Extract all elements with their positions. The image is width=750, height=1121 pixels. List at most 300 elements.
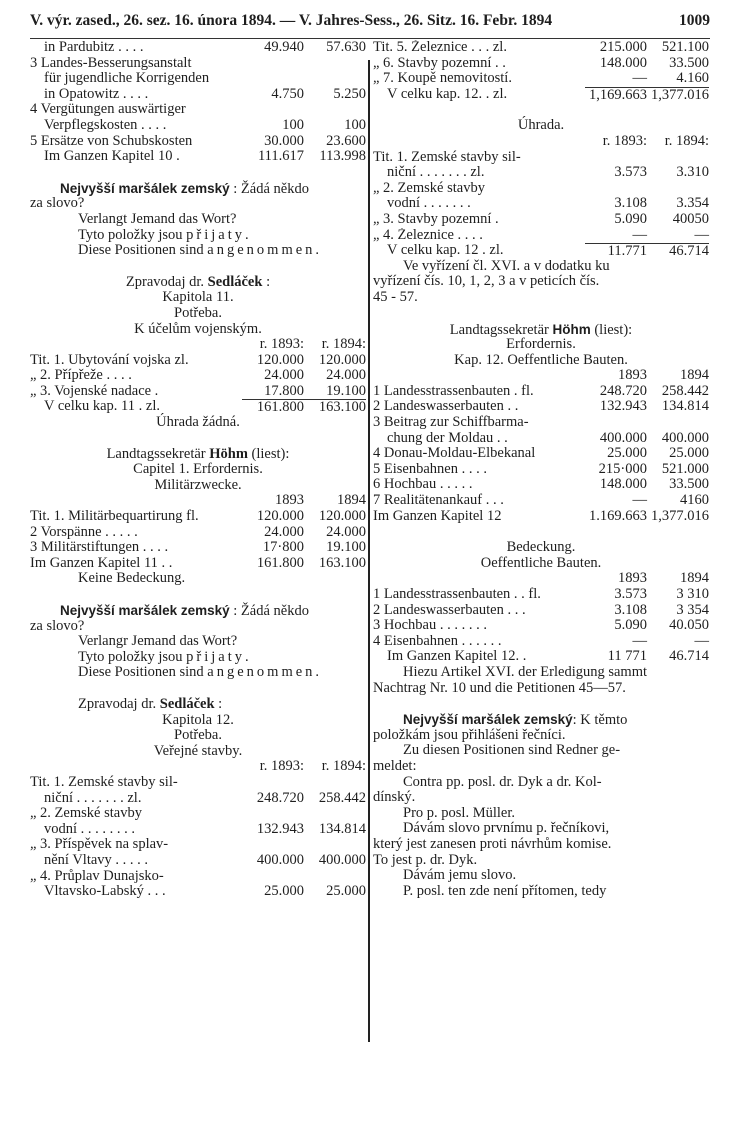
value-1893: 30.000	[264, 132, 304, 149]
table-row	[373, 446, 709, 462]
value-1894: 400.000	[661, 429, 709, 446]
heading-line	[30, 744, 366, 760]
value-1894: 521.100	[661, 39, 709, 55]
value-1894: 46.714	[669, 648, 709, 665]
value-1894: 1894	[680, 367, 709, 384]
heading-line	[30, 462, 366, 478]
text-span: .	[245, 226, 249, 243]
text-line	[30, 571, 366, 587]
speaker-name: Sedláček	[207, 273, 263, 290]
table-row	[373, 431, 709, 447]
value-1894: 120.000	[318, 351, 366, 368]
table-row	[30, 525, 366, 541]
text-span: Potřeba.	[174, 727, 222, 744]
table-row	[373, 150, 709, 166]
text-span: za slovo?	[30, 617, 85, 634]
spacer	[30, 165, 366, 181]
value-1894: 163.100	[304, 399, 366, 415]
table-row	[373, 368, 709, 384]
text-span: meldet:	[373, 757, 417, 774]
table-row	[30, 102, 366, 118]
text-span: 45 - 57.	[373, 288, 418, 305]
text-span: Kapitola 12.	[162, 711, 234, 728]
table-row	[30, 837, 366, 853]
value-1893: —	[632, 492, 647, 509]
value-1893	[585, 150, 647, 166]
value-1893: r. 1893:	[259, 758, 304, 775]
row-label	[30, 337, 242, 353]
text-span: Kap. 12. Oeffentliche Bauten.	[454, 351, 628, 368]
table-row	[30, 368, 366, 384]
table-row	[30, 71, 366, 87]
heading-line	[373, 118, 709, 134]
text-span: Erfordernis.	[506, 336, 576, 353]
row-label: „ 4. Průplav Dunajsko-	[30, 868, 164, 884]
text-span: vyřízení čís. 10, 1, 2, 3 a v peticích čís.	[373, 273, 600, 290]
text-line	[373, 806, 709, 822]
value-1894	[304, 56, 366, 72]
text-line	[373, 868, 709, 884]
heading-line	[30, 322, 366, 338]
value-1893: r. 1893:	[602, 132, 647, 149]
value-1894: 3 310	[676, 586, 709, 602]
table-row	[373, 634, 709, 650]
speaker-name: Nejvyšší maršálek zemský	[403, 712, 573, 728]
text-span: Tyto položky jsou	[78, 226, 187, 243]
value-1893: 111.617	[257, 148, 304, 165]
table-row	[373, 509, 709, 525]
value-1893: 215.000	[599, 39, 647, 55]
text-span: P. posl. ten zde není přítomen, tedy	[403, 882, 607, 899]
value-1894: r. 1894:	[321, 758, 366, 775]
text-span: Ve vyřízení čl. XVI. a v dodatku ku	[403, 257, 610, 274]
emphasis-text: angenommen	[207, 664, 316, 681]
value-1893: 25.000	[264, 883, 304, 900]
spacer	[30, 259, 366, 275]
value-1894: 4160	[680, 492, 709, 509]
emphasis-text: angenommen	[207, 242, 316, 259]
value-1893: 400.000	[599, 429, 647, 446]
value-1893: 24.000	[264, 523, 304, 540]
value-1893: 25.000	[607, 445, 647, 462]
text-line	[373, 821, 709, 837]
text-span: za slovo?	[30, 195, 85, 212]
text-span: Diese Positionen sind	[78, 242, 208, 259]
value-1893: 161.800	[242, 399, 304, 415]
row-label: „ 2. Zemské stavby	[30, 806, 142, 822]
text-span: (liest):	[590, 321, 633, 338]
text-line	[373, 712, 709, 728]
row-label: 4 Eisenbahnen . . . . . .	[373, 633, 502, 649]
value-1894: 19.100	[326, 382, 366, 399]
text-span: Veřejné stavby.	[153, 742, 243, 759]
text-span: Capitel 1. Erfordernis.	[133, 461, 263, 478]
text-span: :	[214, 695, 223, 712]
value-1893: 215·000	[598, 460, 647, 477]
row-label: 2 Landeswasserbauten . .	[373, 399, 519, 415]
text-span: Landtagssekretär	[106, 445, 210, 462]
value-1893: 11 771	[607, 648, 647, 665]
text-line	[373, 759, 709, 775]
value-1894	[647, 150, 709, 166]
value-1894: 113.998	[319, 148, 366, 165]
value-1894	[304, 869, 366, 885]
value-1893: 24.000	[264, 367, 304, 384]
table-row	[30, 759, 366, 775]
value-1894: r. 1894:	[321, 336, 366, 353]
row-label: Im Ganzen Kapitel 11 . .	[30, 555, 173, 571]
text-line	[30, 603, 366, 619]
row-label: Vltavsko-Labský . . .	[44, 884, 166, 900]
spacer	[30, 431, 366, 447]
speaker-name: Höhm	[552, 321, 591, 337]
value-1894	[647, 415, 709, 431]
value-1893: 161.800	[256, 554, 304, 571]
table-row	[373, 40, 709, 56]
value-1894: 1,377.016	[647, 87, 709, 103]
value-1893	[242, 837, 304, 853]
value-1894: 25.000	[326, 883, 366, 900]
text-line	[373, 837, 709, 853]
value-1893	[242, 56, 304, 72]
value-1893: 148.000	[599, 54, 647, 71]
row-label: Im Ganzen Kapitel 10 .	[44, 149, 180, 165]
text-span: To jest p. dr. Dyk.	[373, 851, 478, 868]
value-1893: 49.940	[264, 39, 304, 55]
value-1894: —	[694, 226, 709, 243]
table-row	[373, 493, 709, 509]
value-1894: 57.630	[326, 39, 366, 55]
value-1894: 24.000	[326, 523, 366, 540]
value-1894	[304, 775, 366, 791]
row-label	[30, 493, 242, 509]
table-row	[30, 337, 366, 353]
table-row	[373, 618, 709, 634]
table-row	[373, 384, 709, 400]
value-1893	[585, 181, 647, 197]
row-label: Im Ganzen Kapitel 12	[373, 508, 502, 524]
table-row	[373, 477, 709, 493]
value-1893: 3.573	[614, 164, 647, 181]
page-number: 1009	[679, 12, 710, 29]
table-row	[373, 228, 709, 244]
text-span: (liest):	[247, 445, 290, 462]
value-1893: 132.943	[599, 398, 647, 415]
text-span: : Žádá někdo	[229, 603, 309, 619]
text-span: Diese Positionen sind	[78, 664, 208, 681]
table-total-row	[30, 399, 366, 415]
row-label: vodní . . . . . . . .	[44, 821, 136, 837]
value-1894	[304, 806, 366, 822]
value-1893: r. 1893:	[259, 336, 304, 353]
row-label: niční . . . . . . . zl.	[44, 790, 142, 806]
row-label: V celku kap. 12 . zl.	[387, 243, 504, 259]
value-1894: 3.354	[676, 195, 709, 212]
value-1893: 400.000	[256, 851, 304, 868]
text-span: Úhrada žádná.	[156, 414, 240, 431]
table-row	[30, 118, 366, 134]
value-1893: 1,169.663	[585, 87, 647, 103]
spacer	[373, 524, 709, 540]
row-label: für jugendliche Korrigenden	[44, 71, 210, 87]
value-1893: 1893	[275, 492, 304, 509]
table-row	[373, 587, 709, 603]
value-1893: 3.108	[614, 601, 647, 618]
spacer	[30, 681, 366, 697]
value-1893: 17.800	[264, 382, 304, 399]
table-row	[30, 493, 366, 509]
value-1893: 11.771	[585, 243, 647, 259]
value-1893: 120.000	[256, 351, 304, 368]
value-1894: 100	[344, 116, 366, 133]
text-span: K účelům vojenským.	[134, 320, 262, 337]
heading-line	[30, 447, 366, 463]
text-line	[373, 743, 709, 759]
text-span: .	[315, 664, 320, 681]
table-row	[373, 462, 709, 478]
heading-line	[30, 713, 366, 729]
row-label: Tit. 1. Ubytování vojska zl.	[30, 352, 189, 368]
row-label: chung der Moldau . .	[387, 430, 508, 446]
table-row	[30, 87, 366, 103]
heading-line	[30, 478, 366, 494]
text-line	[30, 212, 366, 228]
row-label: 3 Beitrag zur Schiffbarma-	[373, 415, 529, 431]
value-1894	[304, 102, 366, 118]
text-line	[30, 196, 366, 212]
row-label: 3 Landes-Besserungsanstalt	[30, 55, 192, 71]
table-row	[373, 134, 709, 150]
value-1893: 148.000	[599, 476, 647, 493]
speaker-name: Nejvyšší maršálek zemský	[60, 180, 230, 196]
text-span: Contra pp. posl. dr. Dyk a dr. Kol-	[403, 773, 602, 790]
text-line	[373, 665, 709, 681]
heading-line	[30, 306, 366, 322]
row-label: „ 7. Koupě nemovitostí.	[373, 71, 512, 87]
table-row	[30, 353, 366, 369]
heading-line	[373, 556, 709, 572]
text-span: Militärzwecke.	[154, 476, 242, 493]
speaker-name: Nejvyšší maršálek zemský	[60, 603, 230, 618]
table-row	[373, 603, 709, 619]
value-1894: 24.000	[326, 367, 366, 384]
text-line	[373, 884, 709, 900]
text-span: Potřeba.	[174, 304, 222, 321]
row-label: 2 Vorspänne . . . . .	[30, 524, 138, 540]
value-1894: 23.600	[326, 132, 366, 149]
row-label: V celku kap. 12. . zl.	[387, 86, 508, 102]
text-span: Zpravodaj dr.	[78, 695, 160, 712]
value-1894: r. 1894:	[664, 132, 709, 149]
value-1894: 163.100	[318, 554, 366, 571]
row-label: 1 Landesstrassenbauten . fl.	[373, 383, 534, 399]
row-label: nění Vltavy . . . . .	[44, 852, 149, 868]
text-span: Úhrada.	[517, 117, 565, 134]
table-row	[30, 56, 366, 72]
row-label: „ 3. Příspěvek na splav-	[30, 837, 169, 853]
speaker-name: Höhm	[209, 445, 248, 462]
text-line	[373, 728, 709, 744]
value-1894: 5.250	[333, 85, 366, 102]
emphasis-text: přijaty	[186, 226, 245, 243]
text-span: : K těmto	[572, 712, 628, 729]
value-1893	[242, 869, 304, 885]
value-1893: 3.108	[614, 195, 647, 212]
table-row	[30, 134, 366, 150]
table-row	[30, 853, 366, 869]
text-span: Verlangr Jemand das Wort?	[78, 633, 238, 650]
text-span: Kapitola 11.	[162, 289, 234, 306]
value-1894: 4.160	[676, 70, 709, 87]
text-span: Dávám jemu slovo.	[403, 867, 517, 884]
text-span: Oeffentliche Bauten.	[480, 554, 602, 571]
table-row	[373, 56, 709, 72]
table-row	[30, 509, 366, 525]
text-span: Dávám slovo prvnímu p. řečníkovi,	[403, 820, 610, 837]
table-row	[30, 869, 366, 885]
row-label: in Pardubitz . . . .	[44, 40, 144, 55]
value-1894: 40.050	[669, 617, 709, 634]
value-1893: 17·800	[262, 539, 304, 556]
table-row	[373, 212, 709, 228]
value-1894: 258.442	[661, 382, 709, 399]
table-row	[30, 149, 366, 165]
row-label: 3 Hochbau . . . . . . .	[373, 618, 487, 634]
text-span: dínský.	[373, 789, 416, 806]
emphasis-text: přijaty	[186, 648, 245, 665]
value-1893: 248.720	[256, 789, 304, 806]
text-span: Hiezu Artikel XVI. der Erledigung sammt	[403, 663, 648, 680]
text-span: .	[315, 242, 320, 259]
value-1894: 46.714	[647, 243, 709, 259]
table-row	[30, 40, 366, 56]
text-line	[30, 619, 366, 635]
row-label	[373, 134, 585, 150]
text-line	[30, 697, 366, 713]
text-line	[373, 775, 709, 791]
text-span: :	[262, 273, 271, 290]
text-span: Zpravodaj dr.	[125, 273, 208, 290]
row-label: vodní . . . . . . .	[387, 196, 471, 212]
value-1894: 1,377.016	[651, 507, 709, 524]
spacer	[30, 587, 366, 603]
value-1893: 120.000	[256, 508, 304, 525]
table-total-row	[373, 243, 709, 259]
text-span: Landtagssekretär	[449, 321, 553, 338]
heading-line	[30, 290, 366, 306]
left-column	[30, 40, 366, 900]
table-row	[373, 165, 709, 181]
row-label	[373, 368, 585, 384]
value-1894: 33.500	[669, 54, 709, 71]
row-label: „ 2. Přípřeže . . . .	[30, 368, 132, 384]
table-row	[373, 181, 709, 197]
text-span: Bedeckung.	[506, 539, 576, 556]
value-1894: 120.000	[318, 508, 366, 525]
value-1894	[647, 181, 709, 197]
value-1894: 258.442	[318, 789, 366, 806]
value-1893: 1893	[618, 570, 647, 587]
value-1893: 1.169.663	[589, 507, 647, 524]
right-column	[373, 40, 709, 899]
row-label: „ 3. Stavby pozemní .	[373, 211, 499, 227]
text-line	[373, 853, 709, 869]
value-1893: 5.090	[614, 210, 647, 227]
value-1894: 521.000	[661, 460, 709, 477]
table-row	[30, 791, 366, 807]
value-1894: —	[694, 632, 709, 649]
value-1894: 25.000	[669, 445, 709, 462]
table-row	[30, 384, 366, 400]
value-1894: 400.000	[318, 851, 366, 868]
value-1893: 100	[282, 116, 304, 133]
row-label: Tit. 1. Zemské stavby sil-	[373, 149, 521, 165]
row-label: Tit. 1. Zemské stavby sil-	[30, 774, 178, 790]
text-line	[30, 634, 366, 650]
row-label: „ 3. Vojenské nadace .	[30, 383, 159, 399]
table-row	[30, 556, 366, 572]
table-row	[30, 822, 366, 838]
text-span: který jest zanesen proti návrhům komise.	[373, 835, 612, 852]
value-1893	[242, 102, 304, 118]
row-label: Tit. 5. Železnice . . . zl.	[373, 40, 507, 55]
text-span: Tyto položky jsou	[78, 648, 187, 665]
text-line	[30, 228, 366, 244]
value-1893: —	[632, 632, 647, 649]
row-label: 6 Hochbau . . . . .	[373, 477, 473, 493]
table-row	[373, 571, 709, 587]
row-label: in Opatowitz . . . .	[44, 86, 149, 102]
row-label: 3 Militärstiftungen . . . .	[30, 540, 169, 556]
value-1893: 5.090	[614, 617, 647, 634]
text-span: : Žádá někdo	[229, 180, 309, 197]
value-1894: 1894	[337, 492, 366, 509]
table-total-row	[373, 87, 709, 103]
value-1893: 3.573	[614, 586, 647, 602]
row-label: „ 6. Stavby pozemní . .	[373, 55, 506, 71]
value-1893	[242, 775, 304, 791]
heading-line	[373, 540, 709, 556]
value-1894	[304, 837, 366, 853]
table-row	[373, 71, 709, 87]
text-line	[30, 243, 366, 259]
table-row	[30, 884, 366, 900]
table-row	[373, 196, 709, 212]
row-label: 4 Donau-Moldau-Elbekanal	[373, 446, 536, 462]
table-row	[30, 540, 366, 556]
value-1893: —	[632, 70, 647, 87]
spacer	[373, 306, 709, 322]
heading-line	[30, 728, 366, 744]
row-label: 7 Realitätenankauf . . .	[373, 493, 504, 509]
value-1893: 248.720	[599, 382, 647, 399]
table-row	[30, 775, 366, 791]
text-line	[373, 290, 709, 306]
row-label: Im Ganzen Kapitel 12. .	[387, 649, 527, 665]
text-line	[373, 790, 709, 806]
text-line	[30, 650, 366, 666]
value-1894: 33.500	[669, 476, 709, 493]
text-line	[373, 274, 709, 290]
speaker-name: Sedláček	[159, 695, 215, 712]
text-line	[30, 665, 366, 681]
spacer	[373, 102, 709, 118]
text-span: .	[245, 648, 249, 665]
row-label: 2 Landeswasserbauten . . .	[373, 602, 526, 618]
row-label: V celku kap. 11 . zl.	[44, 399, 160, 415]
value-1894: 19.100	[326, 539, 366, 556]
text-span: Pro p. posl. Müller.	[403, 804, 515, 821]
